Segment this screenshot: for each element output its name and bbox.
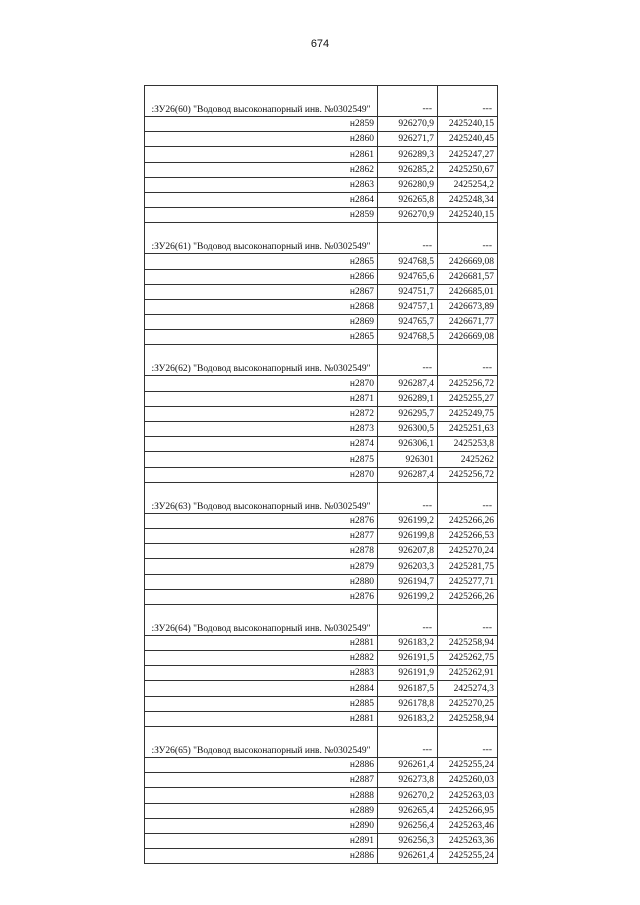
table-row [145,284,498,299]
section-y-placeholder: --- [438,604,498,635]
table-row [145,849,498,864]
table-row [145,254,498,269]
x-coordinate: 926199,8 [378,528,438,543]
table-row [145,803,498,818]
table-row [145,574,498,589]
y-coordinate: 2425277,71 [438,574,498,589]
x-coordinate: 926265,8 [378,192,438,207]
point-label: н2870 [145,467,378,482]
coordinates-table [144,85,498,864]
point-label: н2859 [145,117,378,132]
y-coordinate: 2425249,75 [438,406,498,421]
y-coordinate: 2425254,2 [438,177,498,192]
section-x-placeholder: --- [378,482,438,513]
point-label: н2884 [145,681,378,696]
table-row [145,666,498,681]
table-row [145,544,498,559]
table-row [145,391,498,406]
x-coordinate: 926270,9 [378,208,438,223]
table-row [145,315,498,330]
y-coordinate: 2425266,95 [438,803,498,818]
section-title: :ЗУ26(63) "Водовод высоконапорный инв. №0302549" [145,482,378,513]
x-coordinate: 926183,2 [378,635,438,650]
table-row [145,758,498,773]
point-label: н2881 [145,711,378,726]
y-coordinate: 2425270,25 [438,696,498,711]
y-coordinate: 2425256,72 [438,467,498,482]
x-coordinate: 926261,4 [378,758,438,773]
x-coordinate: 926280,9 [378,177,438,192]
point-label: н2873 [145,422,378,437]
y-coordinate: 2425262,91 [438,666,498,681]
section-y-placeholder: --- [438,345,498,376]
table-row [145,635,498,650]
y-coordinate: 2425255,24 [438,849,498,864]
section-y-placeholder: --- [438,223,498,254]
section-x-placeholder: --- [378,727,438,758]
point-label: н2880 [145,574,378,589]
point-label: н2887 [145,773,378,788]
x-coordinate: 926191,9 [378,666,438,681]
point-label: н2862 [145,162,378,177]
table-row [145,711,498,726]
x-coordinate: 924751,7 [378,284,438,299]
point-label: н2872 [145,406,378,421]
section-x-placeholder: --- [378,604,438,635]
point-label: н2882 [145,651,378,666]
y-coordinate: 2425266,26 [438,589,498,604]
point-label: н2876 [145,589,378,604]
point-label: н2879 [145,559,378,574]
x-coordinate: 926199,2 [378,589,438,604]
y-coordinate: 2425240,45 [438,132,498,147]
section-header-row [145,86,498,117]
x-coordinate: 926301 [378,452,438,467]
point-label: н2870 [145,376,378,391]
point-label: н2869 [145,315,378,330]
y-coordinate: 2425266,26 [438,513,498,528]
table-row [145,437,498,452]
x-coordinate: 926194,7 [378,574,438,589]
y-coordinate: 2425274,3 [438,681,498,696]
x-coordinate: 926271,7 [378,132,438,147]
point-label: н2878 [145,544,378,559]
table-row [145,559,498,574]
table-row [145,208,498,223]
section-header-row [145,482,498,513]
table-row [145,177,498,192]
x-coordinate: 926273,8 [378,773,438,788]
y-coordinate: 2425255,24 [438,758,498,773]
y-coordinate: 2426673,89 [438,299,498,314]
section-x-placeholder: --- [378,223,438,254]
y-coordinate: 2426681,57 [438,269,498,284]
point-label: н2881 [145,635,378,650]
section-title: :ЗУ26(62) "Водовод высоконапорный инв. №0302549" [145,345,378,376]
y-coordinate: 2426671,77 [438,315,498,330]
x-coordinate: 926261,4 [378,849,438,864]
y-coordinate: 2425266,53 [438,528,498,543]
x-coordinate: 924765,6 [378,269,438,284]
x-coordinate: 926289,3 [378,147,438,162]
section-title: :ЗУ26(60) "Водовод высоконапорный инв. №0302549" [145,86,378,117]
section-title: :ЗУ26(61) "Водовод высоконапорный инв. №0302549" [145,223,378,254]
x-coordinate: 926199,2 [378,513,438,528]
point-label: н2868 [145,299,378,314]
coordinates-table-container [144,85,497,864]
table-row [145,452,498,467]
table-row [145,162,498,177]
table-row [145,422,498,437]
x-coordinate: 926287,4 [378,376,438,391]
section-header-row [145,223,498,254]
section-header-row [145,727,498,758]
point-label: н2883 [145,666,378,681]
section-title: :ЗУ26(64) "Водовод высоконапорный инв. №0302549" [145,604,378,635]
table-row [145,132,498,147]
y-coordinate: 2425240,15 [438,208,498,223]
table-row [145,117,498,132]
section-y-placeholder: --- [438,727,498,758]
point-label: н2888 [145,788,378,803]
x-coordinate: 926270,9 [378,117,438,132]
point-label: н2863 [145,177,378,192]
section-title: :ЗУ26(65) "Водовод высоконапорный инв. №0302549" [145,727,378,758]
y-coordinate: 2425250,67 [438,162,498,177]
x-coordinate: 924768,5 [378,254,438,269]
x-coordinate: 926289,1 [378,391,438,406]
x-coordinate: 926256,3 [378,833,438,848]
x-coordinate: 926178,8 [378,696,438,711]
point-label: н2876 [145,513,378,528]
y-coordinate: 2426669,08 [438,254,498,269]
y-coordinate: 2425260,03 [438,773,498,788]
table-row [145,788,498,803]
point-label: н2874 [145,437,378,452]
table-row [145,681,498,696]
point-label: н2886 [145,758,378,773]
table-row [145,299,498,314]
y-coordinate: 2425247,27 [438,147,498,162]
point-label: н2865 [145,254,378,269]
coordinates-table-body [145,86,498,864]
x-coordinate: 926270,2 [378,788,438,803]
table-row [145,651,498,666]
x-coordinate: 926265,4 [378,803,438,818]
point-label: н2859 [145,208,378,223]
x-coordinate: 926183,2 [378,711,438,726]
table-row [145,773,498,788]
table-row [145,467,498,482]
y-coordinate: 2425251,63 [438,422,498,437]
table-row [145,269,498,284]
point-label: н2865 [145,330,378,345]
y-coordinate: 2425258,94 [438,635,498,650]
y-coordinate: 2425263,03 [438,788,498,803]
x-coordinate: 926306,1 [378,437,438,452]
point-label: н2890 [145,818,378,833]
y-coordinate: 2425281,75 [438,559,498,574]
table-row [145,818,498,833]
x-coordinate: 926191,5 [378,651,438,666]
table-row [145,406,498,421]
y-coordinate: 2425253,8 [438,437,498,452]
y-coordinate: 2425255,27 [438,391,498,406]
x-coordinate: 924768,5 [378,330,438,345]
y-coordinate: 2426685,01 [438,284,498,299]
table-row [145,376,498,391]
x-coordinate: 924757,1 [378,299,438,314]
y-coordinate: 2425248,34 [438,192,498,207]
table-row [145,192,498,207]
y-coordinate: 2425258,94 [438,711,498,726]
point-label: н2866 [145,269,378,284]
point-label: н2877 [145,528,378,543]
x-coordinate: 926187,5 [378,681,438,696]
point-label: н2860 [145,132,378,147]
x-coordinate: 926285,2 [378,162,438,177]
point-label: н2864 [145,192,378,207]
table-row [145,330,498,345]
x-coordinate: 926287,4 [378,467,438,482]
y-coordinate: 2425262 [438,452,498,467]
point-label: н2871 [145,391,378,406]
y-coordinate: 2425262,75 [438,651,498,666]
point-label: н2889 [145,803,378,818]
y-coordinate: 2426669,08 [438,330,498,345]
x-coordinate: 926207,8 [378,544,438,559]
section-header-row [145,345,498,376]
table-row [145,528,498,543]
y-coordinate: 2425270,24 [438,544,498,559]
table-row [145,513,498,528]
y-coordinate: 2425263,36 [438,833,498,848]
section-y-placeholder: --- [438,86,498,117]
page-number: 674 [310,38,330,50]
point-label: н2861 [145,147,378,162]
table-row [145,147,498,162]
table-row [145,696,498,711]
section-x-placeholder: --- [378,345,438,376]
x-coordinate: 926203,3 [378,559,438,574]
section-x-placeholder: --- [378,86,438,117]
point-label: н2891 [145,833,378,848]
x-coordinate: 924765,7 [378,315,438,330]
y-coordinate: 2425263,46 [438,818,498,833]
section-header-row [145,604,498,635]
point-label: н2885 [145,696,378,711]
y-coordinate: 2425240,15 [438,117,498,132]
table-row [145,589,498,604]
section-y-placeholder: --- [438,482,498,513]
x-coordinate: 926295,7 [378,406,438,421]
point-label: н2867 [145,284,378,299]
point-label: н2886 [145,849,378,864]
x-coordinate: 926300,5 [378,422,438,437]
point-label: н2875 [145,452,378,467]
table-row [145,833,498,848]
y-coordinate: 2425256,72 [438,376,498,391]
x-coordinate: 926256,4 [378,818,438,833]
